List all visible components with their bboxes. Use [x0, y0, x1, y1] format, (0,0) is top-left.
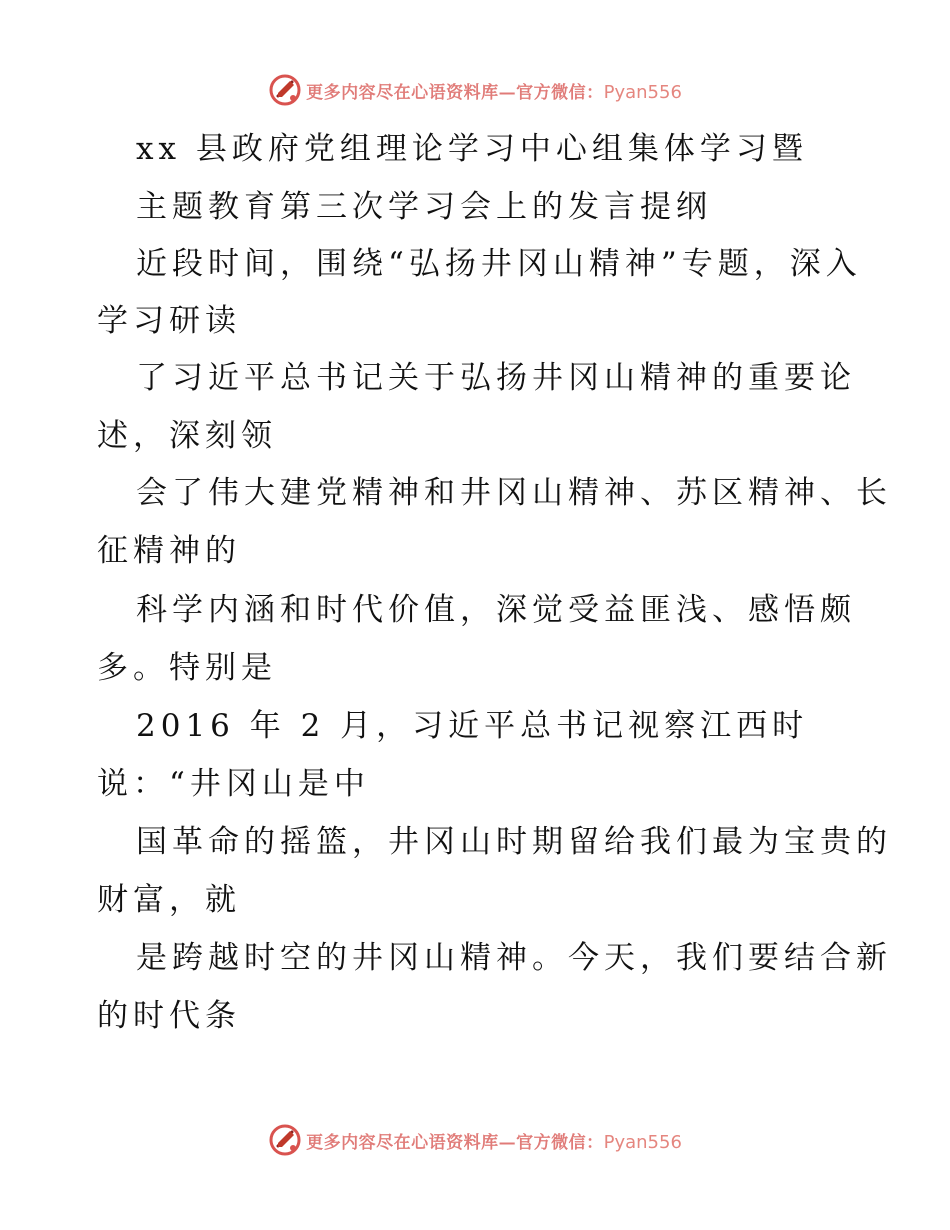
paragraph-line: 是跨越时空的井冈山精神。今天，我们要结合新 [136, 940, 892, 976]
paragraph-line: 的时代条 [97, 998, 241, 1034]
doc-title-line-2: 主题教育第三次学习会上的发言提纲 [136, 189, 712, 225]
paragraph-line: 科学内涵和时代价值，深觉受益匪浅、感悟颇 [136, 592, 856, 628]
paragraph-line: 了习近平总书记关于弘扬井冈山精神的重要论 [136, 360, 856, 396]
paragraph-line: 学习研读 [97, 303, 241, 339]
paragraph-line: 多。特别是 [97, 650, 277, 686]
watermark-logo-icon [268, 1123, 302, 1157]
paragraph-line: 近段时间，围绕“弘扬井冈山精神”专题，深入 [136, 246, 862, 282]
paragraph-line: 征精神的 [97, 533, 241, 569]
paragraph-line: 财富，就 [97, 882, 241, 918]
paragraph-line: 会了伟大建党精神和井冈山精神、苏区精神、长 [136, 475, 892, 511]
paragraph-line: 2016 年 2 月，习近平总书记视察江西时 [136, 708, 809, 744]
footer-watermark [0, 1118, 950, 1162]
paragraph-line: 述，深刻领 [97, 418, 277, 454]
paragraph-line: 国革命的摇篮，井冈山时期留给我们最为宝贵的 [136, 824, 892, 860]
header-watermark [0, 68, 950, 112]
watermark-logo-icon [268, 73, 302, 107]
doc-title-line-1: xx 县政府党组理论学习中心组集体学习暨 [136, 131, 808, 167]
paragraph-line: 说：“井冈山是中 [97, 766, 370, 802]
watermark-text: 更多内容尽在心语资料库—官方微信：Pyan556 [306, 1131, 682, 1153]
watermark-text: 更多内容尽在心语资料库—官方微信：Pyan556 [306, 81, 682, 103]
